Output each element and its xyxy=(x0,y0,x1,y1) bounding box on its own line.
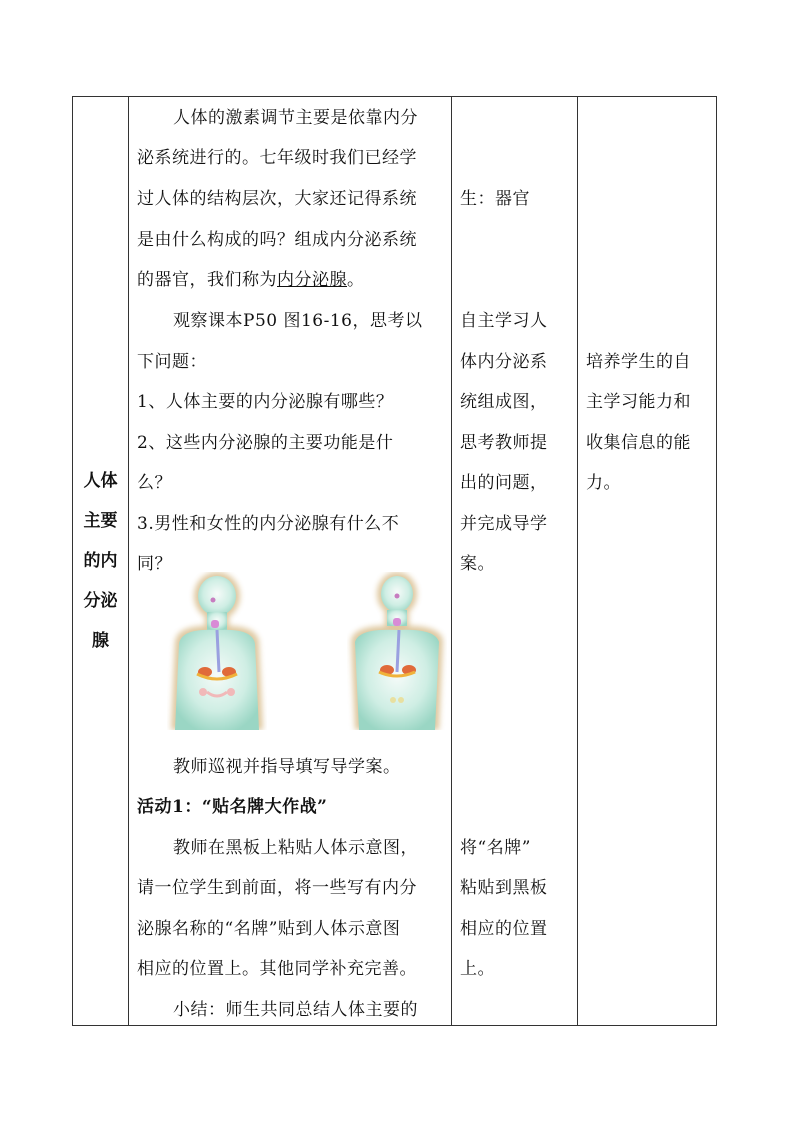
self-study-line: 体内分泌系 xyxy=(460,352,548,372)
para-text: 的器官，我们称为 xyxy=(137,270,277,290)
teacher-patrol: 教师巡视并指导填写导学案。 xyxy=(173,757,401,777)
activity-title: 活动1：“贴名牌大作战” xyxy=(137,797,328,817)
para-line: 是由什么构成的吗？组成内分泌系统 xyxy=(137,230,417,250)
topic-label-line: 的内 xyxy=(83,551,118,571)
topic-label-line: 主要 xyxy=(83,511,118,531)
activity-line: 请一位学生到前面，将一些写有内分 xyxy=(137,878,417,898)
para-line: 过人体的结构层次，大家还记得系统 xyxy=(137,189,417,209)
para-text: 。 xyxy=(347,270,365,290)
self-study-line: 思考教师提 xyxy=(460,433,548,453)
endocrine-gland-term: 内分泌腺 xyxy=(277,270,347,290)
self-study-line: 自主学习人 xyxy=(460,311,548,331)
activity-line: 泌腺名称的“名牌”贴到人体示意图 xyxy=(137,919,401,939)
design-intent-cell xyxy=(578,97,717,1026)
student-answer: 生：器官 xyxy=(460,189,530,209)
activity-line: 教师在黑板上粘贴人体示意图， xyxy=(173,838,418,858)
nameplate-line: 粘贴到黑板 xyxy=(460,878,548,898)
question-2: 么？ xyxy=(137,473,172,493)
activity-line: 相应的位置上。其他同学补充完善。 xyxy=(137,959,417,979)
intent-line: 主学习能力和 xyxy=(586,392,691,412)
self-study-line: 并完成导学 xyxy=(460,514,548,534)
topic-label-line: 分泌 xyxy=(83,591,118,611)
question-3: 3.男性和女性的内分泌腺有什么不 xyxy=(137,514,400,534)
self-study-line: 案。 xyxy=(460,554,495,574)
nameplate-line: 将“名牌” xyxy=(460,838,531,858)
nameplate-line: 相应的位置 xyxy=(460,919,548,939)
teacher-activity-cell xyxy=(129,97,452,1026)
male-endocrine-figure xyxy=(347,572,447,730)
intent-line: 培养学生的自 xyxy=(586,352,691,372)
intent-line: 收集信息的能 xyxy=(586,433,691,453)
observe-line: 观察课本P50 图16-16，思考以 xyxy=(173,311,423,331)
topic-label-line: 腺 xyxy=(92,631,109,651)
question-1: 1、人体主要的内分泌腺有哪些？ xyxy=(137,392,394,412)
lesson-table xyxy=(72,96,717,1026)
summary-line: 小结：师生共同总结人体主要的 xyxy=(173,1000,418,1020)
nameplate-line: 上。 xyxy=(460,959,495,979)
question-2: 2、这些内分泌腺的主要功能是什 xyxy=(137,433,394,453)
topic-cell xyxy=(73,97,129,1026)
topic-label-line: 人体 xyxy=(83,471,118,491)
para-line: 人体的激素调节主要是依靠内分 xyxy=(173,108,418,128)
self-study-line: 统组成图， xyxy=(460,392,548,412)
intent-line: 力。 xyxy=(586,473,621,493)
question-3: 同？ xyxy=(137,554,172,574)
para-line xyxy=(137,269,365,291)
student-activity-cell xyxy=(452,97,578,1026)
observe-line: 下问题： xyxy=(137,352,207,372)
self-study-line: 出的问题， xyxy=(460,473,548,493)
female-endocrine-figure xyxy=(167,572,267,730)
para-line: 泌系统进行的。七年级时我们已经学 xyxy=(137,148,417,168)
